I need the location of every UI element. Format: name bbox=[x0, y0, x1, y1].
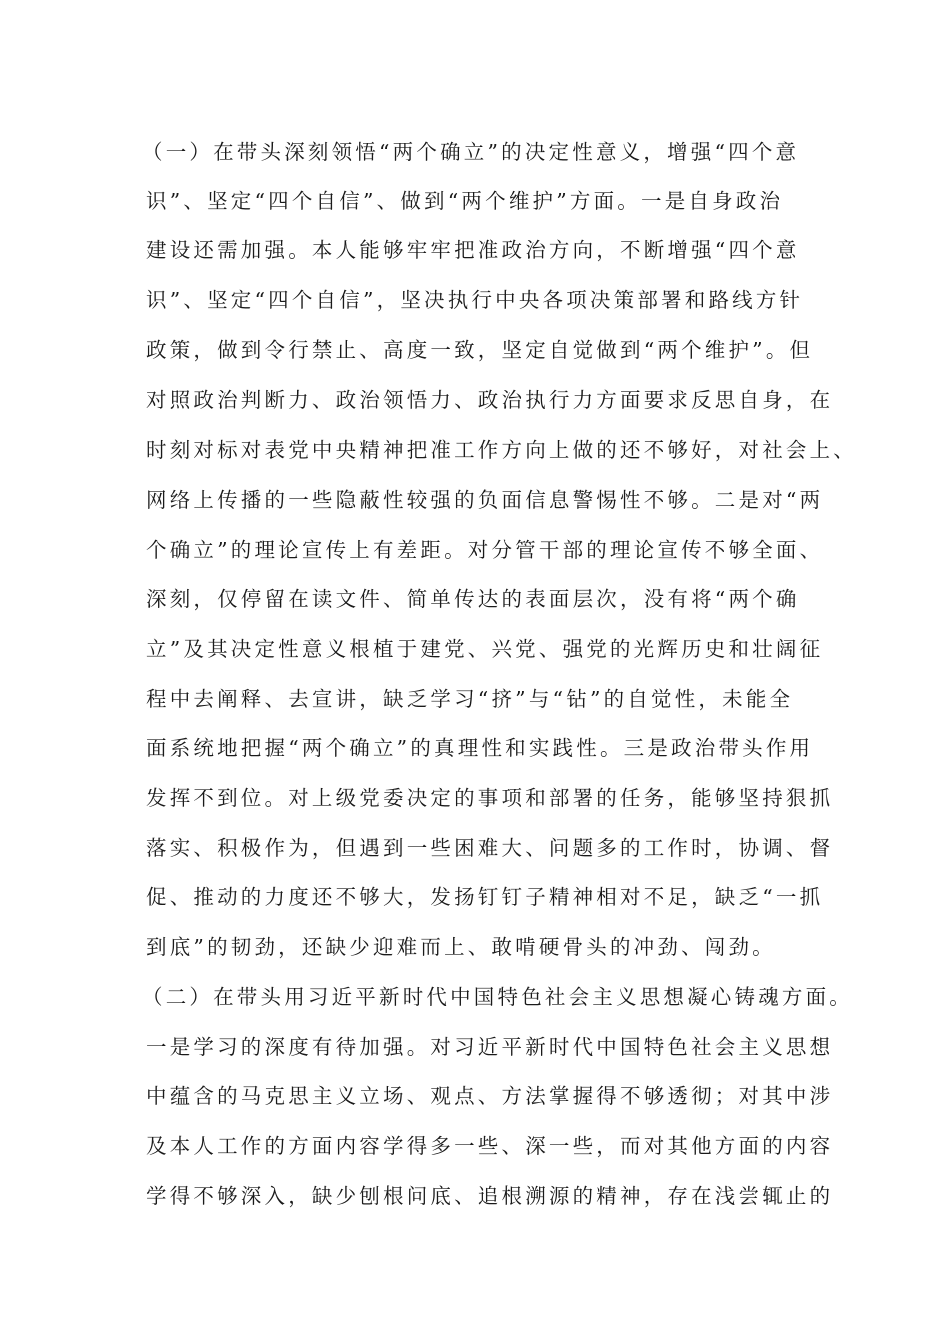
text-line: 到底”的韧劲，还缺少迎难而上、敢啃硬骨头的冲劲、闯劲。 bbox=[146, 935, 776, 959]
text-line: （一）在带头深刻领悟“两个确立”的决定性意义，增强“四个意 bbox=[142, 140, 800, 164]
text-line: 识”、坚定“四个自信”，坚决执行中央各项决策部署和路线方针 bbox=[146, 288, 804, 312]
text-line: 深刻，仅停留在读文件、简单传达的表面层次，没有将“两个确 bbox=[146, 587, 800, 611]
text-line: 落实、积极作为，但遇到一些困难大、问题多的工作时，协调、督 bbox=[146, 836, 834, 860]
text-line: 及本人工作的方面内容学得多一些、深一些，而对其他方面的内容 bbox=[146, 1134, 834, 1158]
text-line: 中蕴含的马克思主义立场、观点、方法掌握得不够透彻；对其中涉 bbox=[146, 1084, 834, 1108]
text-line: 对照政治判断力、政治领悟力、政治执行力方面要求反思自身，在 bbox=[146, 388, 834, 412]
text-line: 一是学习的深度有待加强。对习近平新时代中国特色社会主义思想 bbox=[146, 1035, 834, 1059]
text-line: 建设还需加强。本人能够牢牢把准政治方向，不断增强“四个意 bbox=[146, 238, 800, 262]
text-line: （二）在带头用习近平新时代中国特色社会主义思想凝心铸魂方面。 bbox=[142, 985, 853, 1009]
text-line: 发挥不到位。对上级党委决定的事项和部署的任务，能够坚持狠抓 bbox=[146, 786, 834, 810]
text-line: 政策，做到令行禁止、高度一致，坚定自觉做到“两个维护”。但 bbox=[146, 338, 814, 362]
text-line: 面系统地把握“两个确立”的真理性和实践性。三是政治带头作用 bbox=[146, 736, 814, 760]
text-line: 立”及其决定性意义根植于建党、兴党、强党的光辉历史和壮阔征 bbox=[146, 637, 824, 661]
text-line: 识”、坚定“四个自信”、做到“两个维护”方面。一是自身政治 bbox=[146, 189, 784, 213]
text-line: 个确立”的理论宣传上有差距。对分管干部的理论宣传不够全面、 bbox=[146, 538, 824, 562]
text-line: 程中去阐释、去宣讲，缺乏学习“挤”与“钻”的自觉性，未能全 bbox=[146, 687, 794, 711]
text-line: 时刻对标对表党中央精神把准工作方向上做的还不够好，对社会上、 bbox=[146, 438, 857, 462]
text-line: 学得不够深入，缺少刨根问底、追根溯源的精神，存在浅尝辄止的 bbox=[146, 1184, 834, 1208]
text-line: 促、推动的力度还不够大，发扬钉钉子精神相对不足，缺乏“一抓 bbox=[146, 885, 824, 909]
text-line: 网络上传播的一些隐蔽性较强的负面信息警惕性不够。二是对“两 bbox=[146, 488, 824, 512]
